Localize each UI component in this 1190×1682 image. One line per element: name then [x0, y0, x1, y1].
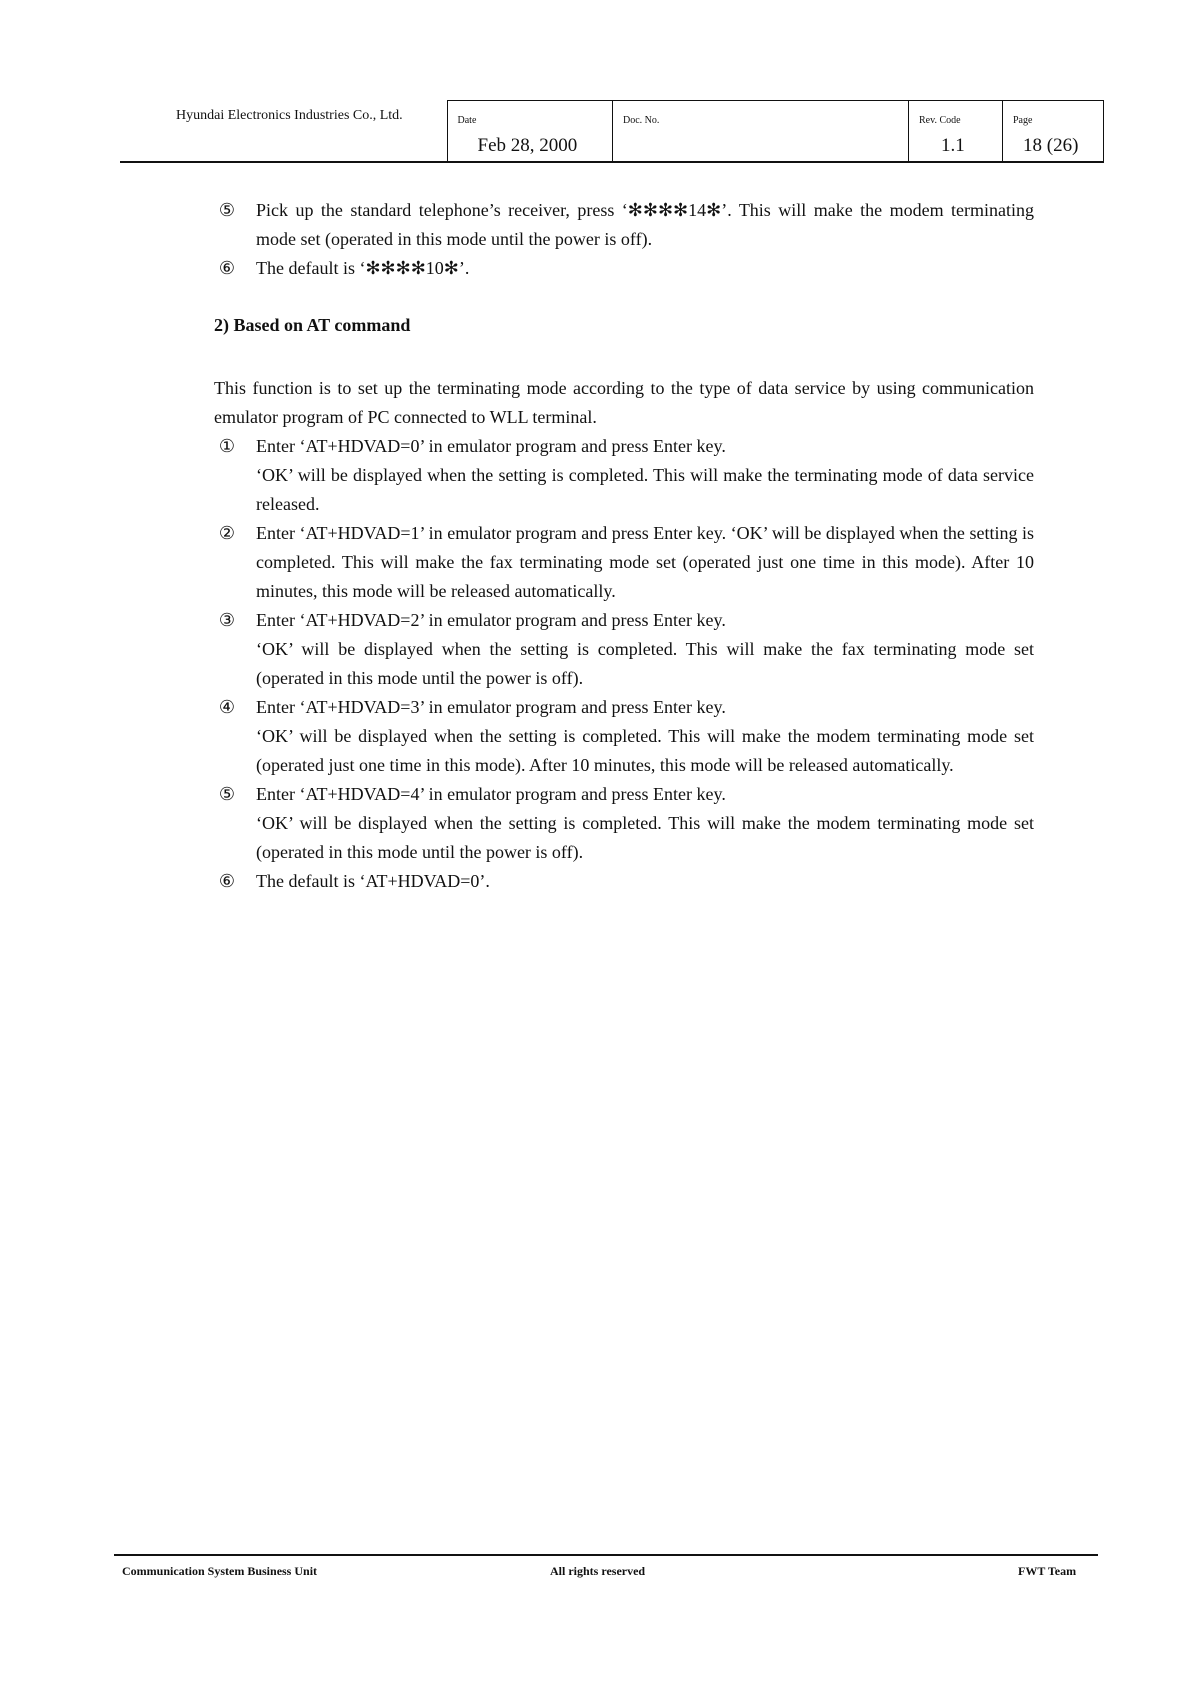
- item-text: ‘OK’ will be displayed when the setting is completed. This will make the terminating mode of data service released.: [256, 465, 1034, 514]
- footer-rule: [114, 1554, 1098, 1556]
- item-number: ⑥: [218, 258, 236, 278]
- item-text: Pick up the standard telephone’s receiver, press ‘✻✻✻✻14✻’. This will make the modem terminating mode set (operated in this mode until the power is off).: [256, 200, 1034, 249]
- company-name: Hyundai Electronics Industries Co., Ltd.: [176, 108, 403, 123]
- footer-right: FWT Team: [1018, 1564, 1077, 1578]
- list-item: [214, 693, 1034, 780]
- item-text: ‘OK’ will be displayed when the setting is completed. This will make the fax terminating mode set (operated in this mode until the power is off).: [256, 639, 1034, 688]
- date-cell: [447, 101, 613, 163]
- header-rule: [120, 161, 1104, 163]
- section-heading: 2) Based on AT command: [214, 315, 411, 335]
- item-text: Enter ‘AT+HDVAD=1’ in emulator program and press Enter key. ‘OK’ will be displayed when the setting is completed. This will make the fax terminating mode set (operated just one time in this mode). After 10 minutes, this mode will be released automatically.: [256, 523, 1034, 601]
- list-item: [214, 606, 1034, 693]
- item-text: The default is ‘✻✻✻✻10✻’.: [256, 258, 470, 278]
- document-header: [120, 100, 1104, 162]
- item-number: ④: [218, 697, 236, 717]
- item-number: ⑤: [218, 784, 236, 804]
- list-item: [214, 254, 1034, 283]
- section-intro: This function is to set up the terminating mode according to the type of data service by using communication emulator program of PC connected to WLL terminal.: [214, 378, 1034, 427]
- rev-code-value: 1.1: [941, 135, 965, 156]
- date-label: Date: [457, 115, 477, 126]
- item-text: Enter ‘AT+HDVAD=4’ in emulator program and press Enter key.: [256, 784, 726, 804]
- list-item: [214, 432, 1034, 519]
- item-number: ③: [218, 610, 236, 630]
- item-text: The default is ‘AT+HDVAD=0’.: [256, 871, 490, 891]
- page-label: Page: [1013, 115, 1033, 126]
- page-cell: [1002, 101, 1103, 163]
- item-text: ‘OK’ will be displayed when the setting is completed. This will make the modem terminating mode set (operated just one time in this mode). After 10 minutes, this mode will be released automatically.: [256, 726, 1034, 775]
- footer-left: Communication System Business Unit: [122, 1564, 318, 1578]
- header-info-table: [447, 100, 1104, 162]
- date-value: Feb 28, 2000: [477, 135, 578, 156]
- list-item: [214, 196, 1034, 254]
- item-text: Enter ‘AT+HDVAD=2’ in emulator program and press Enter key.: [256, 610, 726, 630]
- footer-center: All rights reserved: [550, 1564, 646, 1578]
- page-value: 18 (26): [1023, 135, 1079, 156]
- rev-code-label: Rev. Code: [919, 115, 961, 126]
- item-number: ⑤: [218, 200, 236, 220]
- item-text: Enter ‘AT+HDVAD=0’ in emulator program and press Enter key.: [256, 436, 726, 456]
- list-item: [214, 780, 1034, 867]
- item-text: ‘OK’ will be displayed when the setting is completed. This will make the modem terminating mode set (operated in this mode until the power is off).: [256, 813, 1034, 862]
- item-number: ①: [218, 436, 236, 456]
- doc-no-cell: [612, 101, 908, 163]
- item-number: ②: [218, 523, 236, 543]
- doc-no-label: Doc. No.: [623, 115, 660, 126]
- document-body: [214, 196, 1034, 896]
- item-text: Enter ‘AT+HDVAD=3’ in emulator program and press Enter key.: [256, 697, 726, 717]
- list-item: [214, 867, 1034, 896]
- list-item: [214, 519, 1034, 606]
- item-number: ⑥: [218, 871, 236, 891]
- rev-code-cell: [908, 101, 1002, 163]
